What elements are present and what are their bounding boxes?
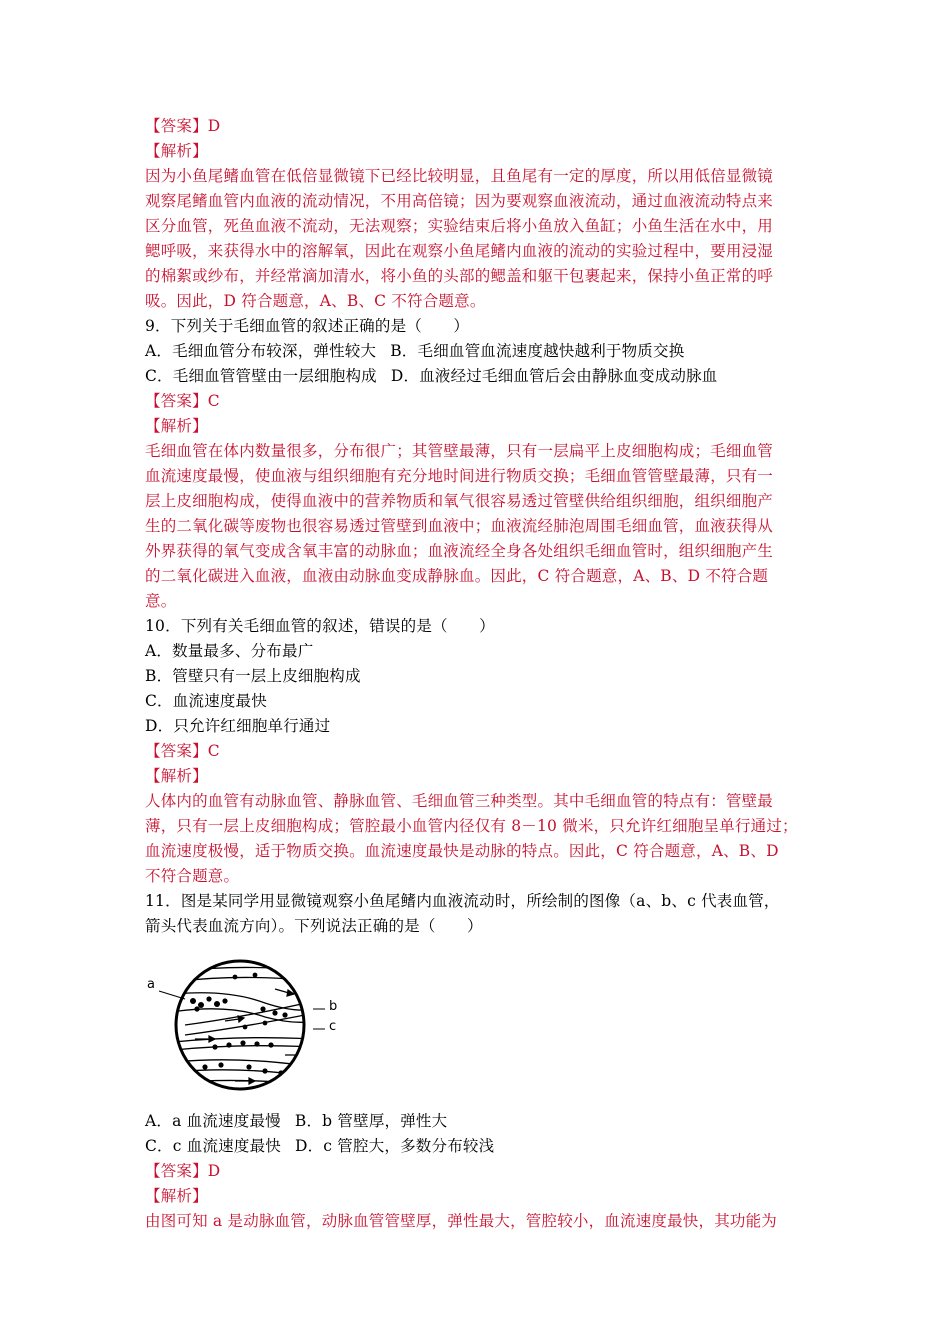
q9-option-a: A．毛细血管分布较深，弹性较大 (145, 342, 377, 360)
q8-analysis-line: 的棉絮或纱布，并经常滴加清水，将小鱼的头部的鳃盖和躯干包裹起来，保持小鱼正常的呼 (145, 267, 774, 285)
q9-analysis-label: 【解析】 (145, 417, 208, 435)
q9-options-row1 (145, 339, 813, 364)
q10-stem: 10．下列有关毛细血管的叙述，错误的是（ ） (145, 617, 495, 635)
q10-option-d: D．只允许红细胞单行通过 (145, 717, 331, 735)
q10-analysis-line: 薄，只有一层上皮细胞构成；管腔最小血管内径仅有 8－10 微米，只允许红细胞呈单行通过； (145, 817, 798, 835)
q10-analysis (145, 789, 813, 889)
q8-analysis-line: 因为小鱼尾鳍血管在低倍显微镜下已经比较明显，且鱼尾有一定的厚度，所以用低倍显微镜 (145, 167, 774, 185)
q9-analysis-line: 意。 (145, 592, 177, 610)
q11-stem-line1: 11．图是某同学用显微镜观察小鱼尾鳍内血液流动时，所绘制的图像（a、b、c 代表血管， (145, 892, 780, 910)
q9-analysis-line: 毛细血管在体内数量很多，分布很广；其管壁最薄，只有一层扁平上皮细胞构成；毛细血管 (145, 442, 774, 460)
figure-label-a: a (147, 977, 155, 992)
q11-options-row2 (145, 1134, 813, 1159)
q11-options-row1 (145, 1109, 813, 1134)
q11-option-d: D．c 管腔大，多数分布较浅 (294, 1137, 495, 1155)
q10-analysis-line: 不符合题意。 (145, 867, 240, 885)
q10-option-c: C．血流速度最快 (145, 692, 267, 710)
q9-option-b: B．毛细血管血流速度越快越利于物质交换 (390, 342, 685, 360)
q8-analysis-line: 鳃呼吸，来获得水中的溶解氧，因此在观察小鱼尾鳍内血液的流动的实验过程中，要用浸湿 (145, 242, 774, 260)
q10-analysis-label: 【解析】 (145, 767, 208, 785)
q9-answer: 【答案】C (145, 392, 220, 410)
q9-analysis (145, 439, 813, 614)
q11-stem-line2: 箭头代表血流方向）。下列说法正确的是（ ） (145, 917, 483, 935)
q9-analysis-line: 层上皮细胞构成，使得血液中的营养物质和氧气很容易透过管壁供给组织细胞，组织细胞产 (145, 492, 774, 510)
q11-option-a: A．a 血流速度最慢 (145, 1112, 281, 1130)
q8-answer: 【答案】D (145, 117, 221, 135)
q9-option-d: D．血液经过毛细血管后会由静脉血变成动脉血 (390, 367, 718, 385)
q9-options-row2 (145, 364, 813, 389)
q8-analysis-line: 吸。因此，D 符合题意，A、B、C 不符合题意。 (145, 292, 486, 310)
q9-analysis-line: 的二氧化碳进入血液，血液由动脉血变成静脉血。因此，C 符合题意，A、B、D 不符合题 (145, 567, 769, 585)
q9-analysis-line: 血流速度最慢，使血液与组织细胞有充分地时间进行物质交换；毛细血管管壁最薄，只有一 (145, 467, 774, 485)
q11-option-c: C．c 血流速度最快 (145, 1137, 281, 1155)
q10-answer: 【答案】C (145, 742, 220, 760)
q11-option-b: B．b 管壁厚，弹性大 (294, 1112, 448, 1130)
q10-option-a: A．数量最多、分布最广 (145, 642, 314, 660)
document-page (145, 114, 813, 1234)
q9-option-c: C．毛细血管管壁由一层细胞构成 (145, 367, 377, 385)
q10-analysis-line: 血流速度极慢，适于物质交换。血流速度最快是动脉的特点。因此，C 符合题意，A、B、D (145, 842, 779, 860)
q8-analysis (145, 164, 813, 314)
q11-analysis-line: 由图可知 a 是动脉血管，动脉血管管壁厚，弹性最大，管腔较小，血流速度最快，其功能为 (145, 1212, 777, 1230)
q8-analysis-label: 【解析】 (145, 142, 208, 160)
q9-analysis-line: 生的二氧化碳等废物也很容易透过管壁到血液中；血液流经肺泡周围毛细血管，血液获得从 (145, 517, 774, 535)
figure-label-c: c (329, 1019, 337, 1034)
figure-label-b: b (329, 999, 338, 1014)
q9-stem: 9．下列关于毛细血管的叙述正确的是（ ） (145, 317, 470, 335)
q11-figure (145, 939, 813, 1109)
q8-analysis-line: 观察尾鳍血管内血液的流动情况，不用高倍镜；因为要观察血液流动，通过血液流动特点来 (145, 192, 774, 210)
q10-analysis-line: 人体内的血管有动脉血管、静脉血管、毛细血管三种类型。其中毛细血管的特点有：管壁最 (145, 792, 774, 810)
q8-analysis-line: 区分血管，死鱼血液不流动，无法观察；实验结束后将小鱼放入鱼缸；小鱼生活在水中，用 (145, 217, 774, 235)
q9-analysis-line: 外界获得的氧气变成含氧丰富的动脉血；血液流经全身各处组织毛细血管时，组织细胞产生 (145, 542, 774, 560)
q11-answer: 【答案】D (145, 1162, 221, 1180)
q10-option-b: B．管壁只有一层上皮细胞构成 (145, 667, 361, 685)
q11-analysis-label: 【解析】 (145, 1187, 208, 1205)
